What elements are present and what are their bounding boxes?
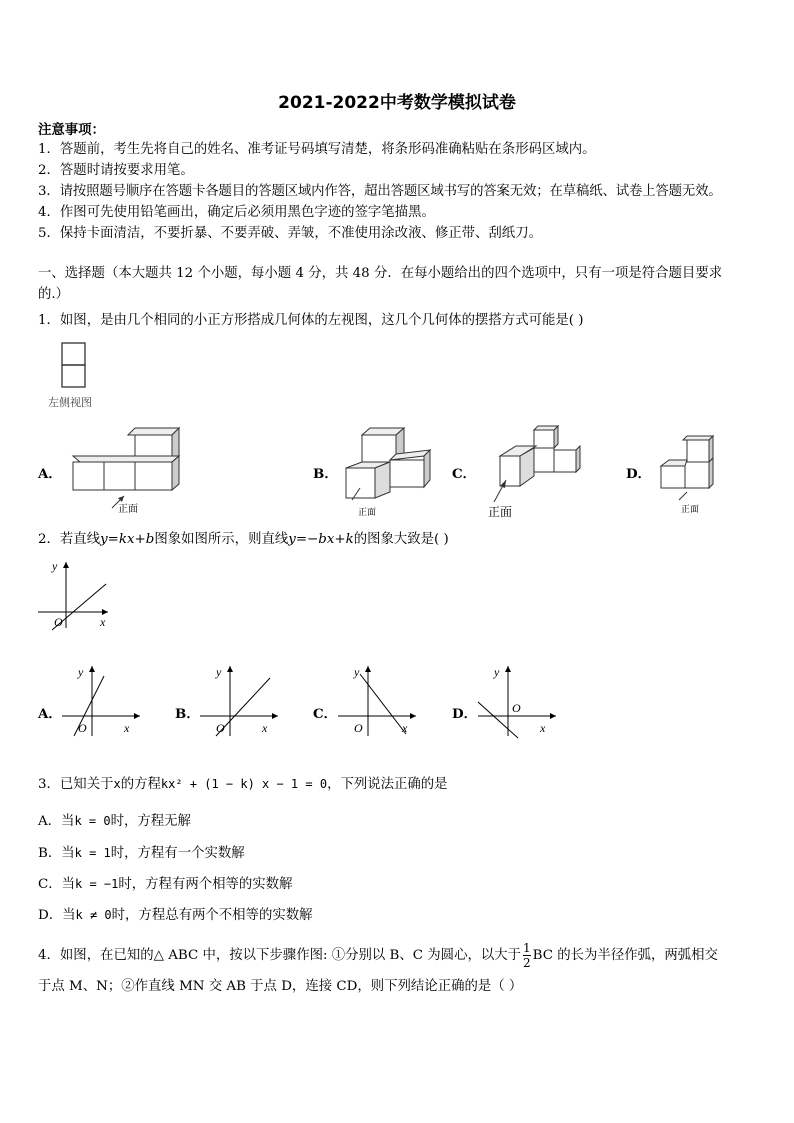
- y-axis-label: y: [52, 559, 58, 573]
- left-view-figure: [40, 340, 120, 412]
- origin-label: O: [354, 721, 363, 735]
- q1-option-b-figure: [340, 420, 440, 520]
- front-label: 正面: [118, 504, 138, 515]
- q2-given-graph: [34, 558, 114, 633]
- y-axis-label: y: [78, 665, 84, 679]
- origin-label: O: [54, 615, 63, 629]
- origin-label: O: [78, 721, 87, 735]
- question-3-stem: 3．已知关于x的方程kx² + (1 − k) x − 1 = 0，下列说法正确的是: [38, 777, 448, 792]
- x-axis-label: x: [402, 721, 408, 735]
- front-label: 正面: [358, 507, 377, 517]
- front-label: 正面: [681, 504, 700, 514]
- q1-option-d: D．: [626, 466, 652, 482]
- question-2-stem: 2．若直线y=kx+b图象如图所示，则直线y=−bx+k的图象大致是( ): [38, 532, 449, 547]
- q2-option-c: C．: [313, 706, 338, 722]
- x-axis-label: x: [124, 721, 130, 735]
- q1-option-a-figure: [68, 420, 188, 520]
- notice-item: 5．保持卡面清洁，不要折暴、不要弄破、弄皱，不准使用涂改液、修正带、刮纸刀。: [38, 226, 542, 241]
- front-label: 正面: [488, 505, 513, 519]
- q1-option-c: C．: [452, 466, 477, 482]
- q3-option-c: C．当k = −1时，方程有两个相等的实数解: [38, 877, 293, 892]
- question-4-line-2: 于点 M、N；②作直线 MN 交 AB 于点 D，连接 CD，则下列结论正确的是（ ）: [38, 979, 523, 994]
- notice-item: 2．答题时请按要求用笔。: [38, 163, 194, 178]
- origin-label: O: [216, 721, 225, 735]
- q2-option-a: A．: [38, 706, 62, 722]
- q3-option-a: A．当k = 0时，方程无解: [38, 814, 191, 829]
- q3-option-d: D．当k ≠ 0时，方程总有两个不相等的实数解: [38, 908, 313, 923]
- q2-option-c-graph: [334, 662, 419, 740]
- q2-option-d-graph: [474, 662, 559, 740]
- section-heading-cont: 的.）: [38, 287, 70, 302]
- q1-option-c-figure: [480, 420, 590, 520]
- notice-item: 1．答题前，考生先将自己的姓名、准考证号码填写清楚，将条形码准确粘贴在条形码区域内。: [38, 142, 596, 157]
- q3-option-b: B．当k = 1时，方程有一个实数解: [38, 846, 245, 861]
- q2-option-a-graph: [58, 662, 143, 740]
- question-4-line-1: 4．如图，在已知的△ ABC 中，按以下步骤作图: ①分别以 B、C 为圆心，以大于 $\frac{1}{2}$ BC 的长为半径作弧，两弧相交: [38, 941, 718, 970]
- x-axis-label: x: [100, 615, 106, 629]
- y-axis-label: y: [494, 665, 500, 679]
- y-axis-label: y: [216, 665, 222, 679]
- q2-option-b: B．: [175, 706, 200, 722]
- q2-option-d: D．: [452, 706, 478, 722]
- section-heading: 一、选择题（本大题共 12 个小题，每小题 4 分，共 48 分．在每小题给出的四个选项中，只有一项是符合题目要求: [38, 266, 723, 281]
- x-axis-label: x: [540, 721, 546, 735]
- origin-label: O: [512, 701, 521, 715]
- q1-option-d-figure: [655, 428, 735, 518]
- question-1-stem: 1．如图，是由几个相同的小正方形搭成几何体的左视图，这几个几何体的摆搭方式可能是( ): [38, 313, 584, 328]
- q1-option-a: A．: [38, 466, 62, 482]
- page-title: 2021-2022中考数学模拟试卷: [278, 93, 516, 113]
- y-axis-label: y: [354, 665, 360, 679]
- notice-item: 3．请按照题号顺序在答题卡各题目的答题区域内作答，超出答题区域书写的答案无效；在草稿纸、试卷上答题无效。: [38, 184, 722, 199]
- notice-item: 4．作图可先使用铅笔画出，确定后必须用黑色字迹的签字笔描黑。: [38, 205, 435, 220]
- x-axis-label: x: [262, 721, 268, 735]
- left-view-label: 左侧视图: [48, 397, 92, 409]
- q1-option-b: B．: [313, 466, 338, 482]
- q2-option-b-graph: [196, 662, 281, 740]
- notice-heading: 注意事项：: [38, 122, 105, 138]
